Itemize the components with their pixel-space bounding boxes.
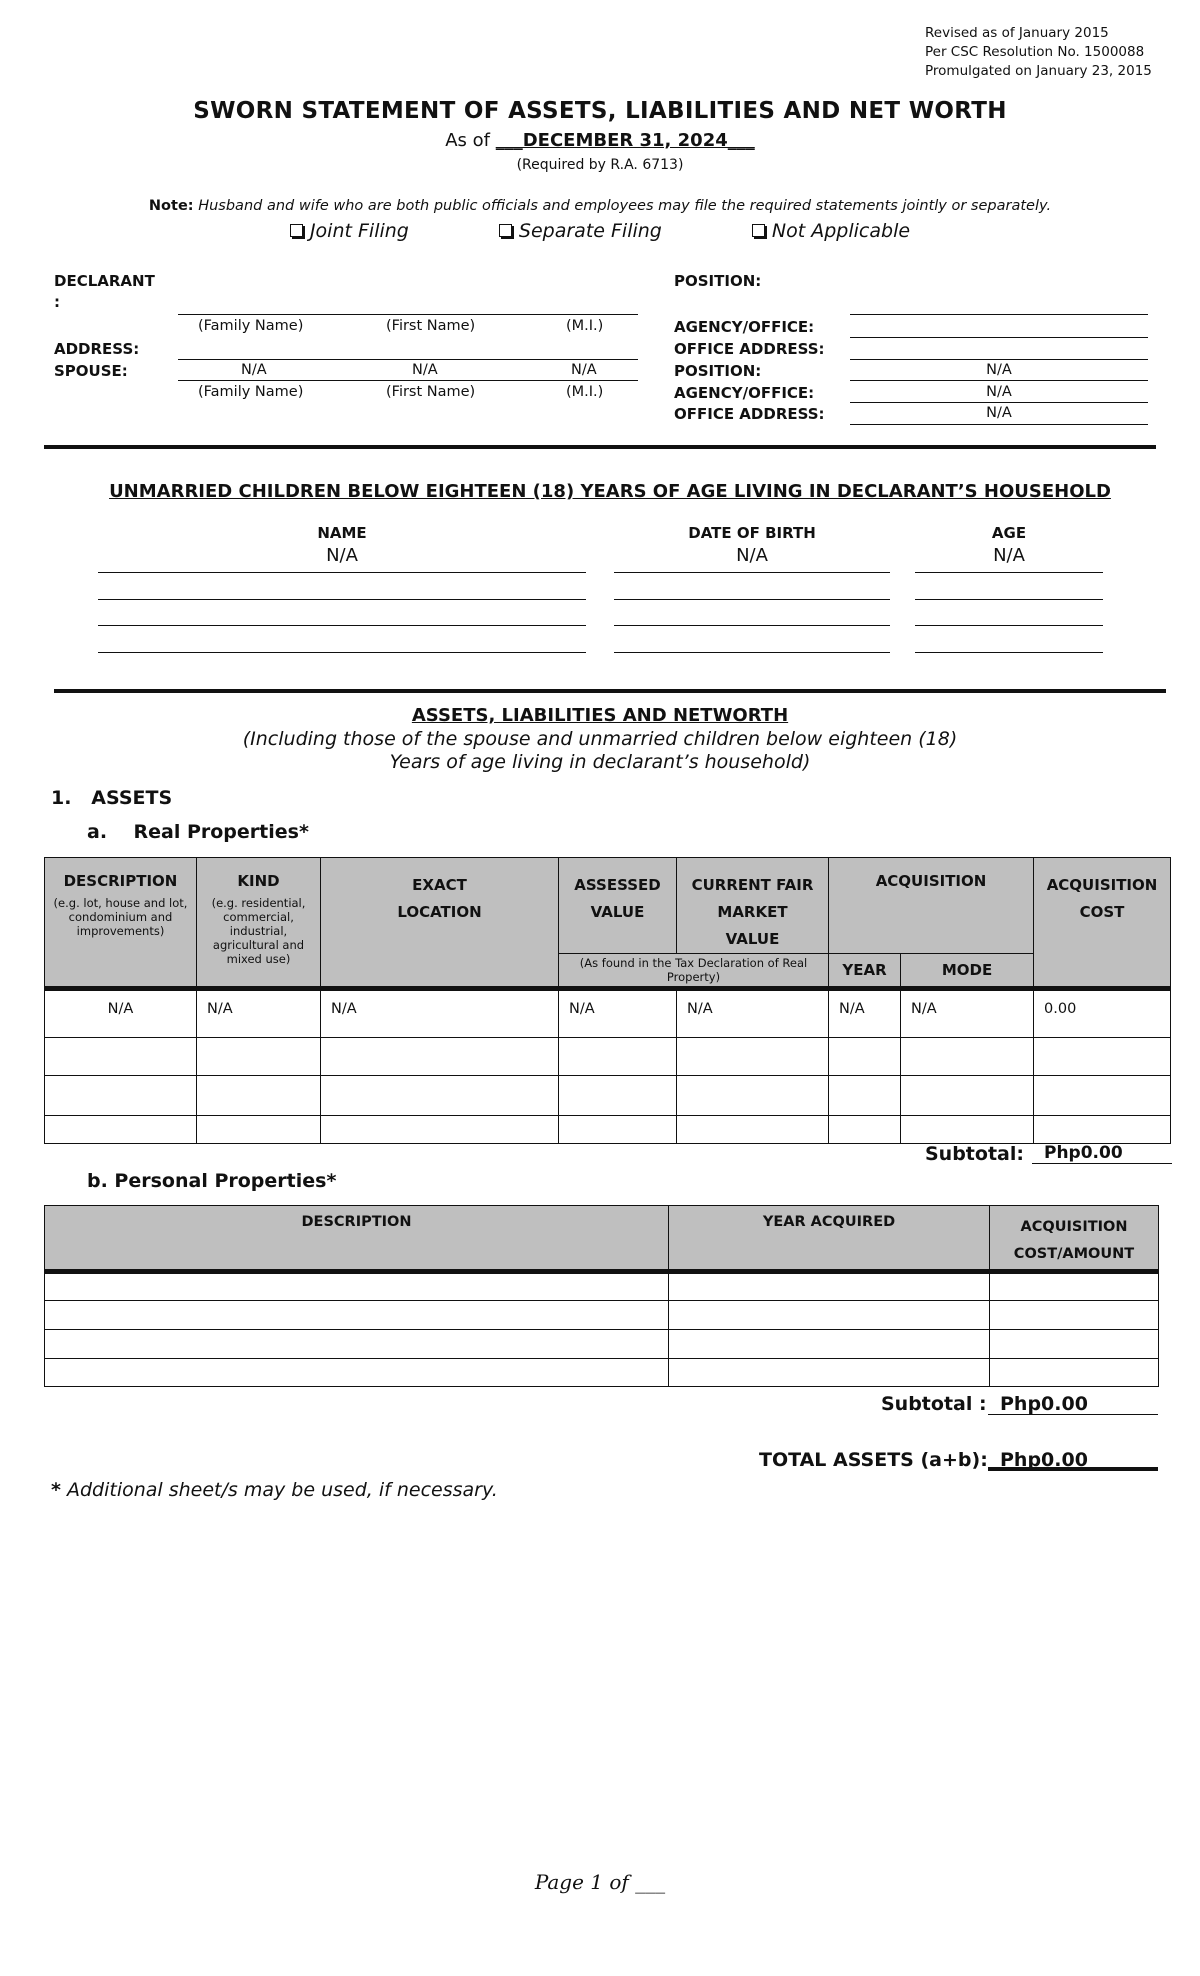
- child-name-value: N/A: [326, 545, 358, 566]
- real-assessed-header: ASSESSED VALUE: [559, 858, 677, 954]
- spouse-position: N/A: [986, 362, 1012, 378]
- child-row-line[interactable]: [98, 572, 586, 573]
- agency-line[interactable]: [850, 337, 1148, 338]
- real-cell[interactable]: [677, 1076, 829, 1116]
- revised-date: Revised as of January 2015: [925, 25, 1109, 41]
- joint-filing-option[interactable]: Joint Filing: [290, 220, 409, 242]
- agency-label: AGENCY/OFFICE:: [674, 318, 815, 336]
- personal-year-header: YEAR ACQUIRED: [669, 1206, 990, 1272]
- office-address-label: OFFICE ADDRESS:: [674, 340, 825, 358]
- spouse-mi-caption: (M.I.): [566, 384, 604, 400]
- promulgated-date: Promulgated on January 23, 2015: [925, 63, 1152, 79]
- footnote-star: *: [51, 1479, 61, 1501]
- spouse-family-name: N/A: [241, 362, 267, 378]
- child-dob-value: N/A: [736, 545, 768, 566]
- personal-cell[interactable]: [990, 1330, 1159, 1359]
- child-row-line[interactable]: [915, 625, 1103, 626]
- personal-properties-heading: b. Personal Properties*: [87, 1170, 337, 1192]
- real-cell[interactable]: [829, 1038, 901, 1076]
- table-row: [45, 1038, 1171, 1076]
- position-label: POSITION:: [674, 272, 762, 290]
- office-address-line[interactable]: [850, 359, 1148, 360]
- real-cell[interactable]: [321, 1116, 559, 1144]
- personal-cell[interactable]: [990, 1272, 1159, 1301]
- spouse-first-name: N/A: [412, 362, 438, 378]
- page-number: Page 1 of ___: [534, 1870, 666, 1894]
- alnw-subtitle-1: (Including those of the spouse and unmarried children below eighteen (18): [242, 728, 958, 750]
- real-tax-note: (As found in the Tax Declaration of Real Property): [559, 954, 829, 989]
- real-cell[interactable]: N/A: [321, 989, 559, 1038]
- checkbox-icon[interactable]: [499, 224, 512, 237]
- personal-cell[interactable]: [45, 1359, 669, 1387]
- as-of-prefix: As of: [445, 130, 496, 151]
- as-of-date: ___DECEMBER 31, 2024___: [495, 130, 755, 151]
- position-line[interactable]: [850, 314, 1148, 315]
- personal-cost-header: ACQUISITION COST/AMOUNT: [990, 1206, 1159, 1272]
- real-cfmv-header: CURRENT FAIR MARKET VALUE: [677, 858, 829, 954]
- real-cell[interactable]: N/A: [559, 989, 677, 1038]
- separate-filing-option[interactable]: Separate Filing: [499, 220, 662, 242]
- child-name-header: NAME: [317, 524, 367, 542]
- real-cell[interactable]: N/A: [677, 989, 829, 1038]
- alnw-subtitle-2: Years of age living in declarant’s household): [389, 751, 811, 773]
- real-properties-table: [44, 857, 1171, 1144]
- real-cell[interactable]: 0.00: [1034, 989, 1171, 1038]
- document-title: SWORN STATEMENT OF ASSETS, LIABILITIES AND NET WORTH: [193, 98, 1007, 124]
- real-cell[interactable]: [901, 1038, 1034, 1076]
- child-age-header: AGE: [991, 524, 1027, 542]
- child-row-line[interactable]: [614, 572, 890, 573]
- real-cell[interactable]: N/A: [45, 989, 197, 1038]
- table-row: [45, 1301, 1159, 1330]
- child-row-line[interactable]: [614, 599, 890, 600]
- real-cell[interactable]: [197, 1076, 321, 1116]
- real-cell[interactable]: [45, 1076, 197, 1116]
- real-cell[interactable]: [197, 1116, 321, 1144]
- total-assets-label: TOTAL ASSETS (a+b):: [759, 1449, 988, 1471]
- real-kind-header: KIND (e.g. residential, commercial, industrial, agricultural and mixed use): [197, 858, 321, 989]
- personal-cell[interactable]: [45, 1272, 669, 1301]
- child-row-line[interactable]: [614, 652, 890, 653]
- spouse-agency: N/A: [986, 384, 1012, 400]
- table-row: [45, 1116, 1171, 1144]
- child-row-line[interactable]: [915, 572, 1103, 573]
- real-cell[interactable]: [901, 1116, 1034, 1144]
- real-year-header: YEAR: [829, 954, 901, 989]
- real-cell[interactable]: [677, 1038, 829, 1076]
- spouse-position-line[interactable]: [850, 380, 1148, 381]
- real-desc-header: DESCRIPTION (e.g. lot, house and lot, condominium and improvements): [45, 858, 197, 989]
- personal-properties-table: [44, 1205, 1159, 1387]
- child-dob-header: DATE OF BIRTH: [688, 524, 816, 542]
- real-mode-header: MODE: [901, 954, 1034, 989]
- real-properties-heading: a. Real Properties*: [87, 821, 309, 843]
- section-divider: [54, 689, 1166, 693]
- personal-cell[interactable]: [990, 1359, 1159, 1387]
- real-cell[interactable]: [1034, 1076, 1171, 1116]
- real-cell[interactable]: N/A: [197, 989, 321, 1038]
- real-cell[interactable]: [829, 1116, 901, 1144]
- spouse-office-address-line[interactable]: [850, 424, 1148, 425]
- personal-cell[interactable]: [669, 1272, 990, 1301]
- real-cell[interactable]: [321, 1038, 559, 1076]
- child-row-line[interactable]: [98, 652, 586, 653]
- child-row-line[interactable]: [98, 625, 586, 626]
- real-cell[interactable]: [901, 1076, 1034, 1116]
- required-by: (Required by R.A. 6713): [516, 157, 684, 173]
- checkbox-icon[interactable]: [290, 224, 303, 237]
- real-cell[interactable]: [1034, 1038, 1171, 1076]
- real-cell[interactable]: [1034, 1116, 1171, 1144]
- real-cell[interactable]: [559, 1116, 677, 1144]
- checkbox-icon[interactable]: [752, 224, 765, 237]
- spouse-label: SPOUSE:: [54, 362, 128, 380]
- real-cost-header: ACQUISITION COST: [1034, 858, 1171, 989]
- real-acquisition-header: ACQUISITION: [829, 858, 1034, 954]
- declarant-colon: :: [54, 293, 60, 311]
- mi-caption: (M.I.): [566, 318, 604, 334]
- family-name-caption: (Family Name): [198, 318, 304, 334]
- alnw-title: ASSETS, LIABILITIES AND NETWORTH: [411, 705, 789, 726]
- section-divider: [44, 445, 1156, 449]
- real-subtotal-label: Subtotal:: [925, 1143, 1024, 1165]
- not-applicable-option[interactable]: Not Applicable: [752, 220, 910, 242]
- real-cell[interactable]: [677, 1116, 829, 1144]
- real-subtotal-value: Php0.00: [1032, 1143, 1172, 1164]
- filing-note: [0, 198, 1200, 214]
- spouse-agency-label: AGENCY/OFFICE:: [674, 384, 815, 402]
- spouse-position-label: POSITION:: [674, 362, 762, 380]
- personal-cell[interactable]: [45, 1330, 669, 1359]
- real-cell[interactable]: N/A: [901, 989, 1034, 1038]
- real-cell[interactable]: [321, 1076, 559, 1116]
- personal-cell[interactable]: [669, 1330, 990, 1359]
- note-label: Note:: [148, 198, 194, 214]
- assets-heading: 1. ASSETS: [51, 787, 173, 809]
- address-label: ADDRESS:: [54, 340, 140, 358]
- footnote-text: Additional sheet/s may be used, if necessary.: [66, 1479, 498, 1501]
- child-row-line[interactable]: [98, 599, 586, 600]
- declarant-label: DECLARANT: [54, 272, 155, 290]
- first-name-caption: (First Name): [386, 318, 476, 334]
- spouse-office-address: N/A: [986, 405, 1012, 421]
- personal-cell[interactable]: [669, 1359, 990, 1387]
- child-age-value: N/A: [993, 545, 1025, 566]
- child-row-line[interactable]: [614, 625, 890, 626]
- spouse-office-address-label: OFFICE ADDRESS:: [674, 405, 825, 423]
- child-row-line[interactable]: [915, 599, 1103, 600]
- real-cell[interactable]: [829, 1076, 901, 1116]
- total-assets-value: Php0.00: [988, 1449, 1158, 1471]
- personal-subtotal-label: Subtotal :: [881, 1393, 987, 1415]
- table-row: [45, 1272, 1159, 1301]
- real-cell[interactable]: [45, 1038, 197, 1076]
- table-row: [45, 1330, 1159, 1359]
- personal-desc-header: DESCRIPTION: [45, 1206, 669, 1272]
- real-cell[interactable]: [197, 1038, 321, 1076]
- spouse-first-caption: (First Name): [386, 384, 476, 400]
- real-location-header: EXACT LOCATION: [321, 858, 559, 989]
- footnote: [51, 1479, 498, 1501]
- real-cell[interactable]: [559, 1076, 677, 1116]
- real-cell[interactable]: N/A: [829, 989, 901, 1038]
- table-row: [45, 1076, 1171, 1116]
- address-line[interactable]: [178, 359, 638, 360]
- personal-cell[interactable]: [990, 1301, 1159, 1330]
- personal-subtotal-value: Php0.00: [988, 1393, 1158, 1415]
- spouse-agency-line[interactable]: [850, 402, 1148, 403]
- real-cell[interactable]: [45, 1116, 197, 1144]
- spouse-family-caption: (Family Name): [198, 384, 304, 400]
- table-row: [45, 989, 1171, 1038]
- spouse-name-line[interactable]: [178, 380, 638, 381]
- declarant-name-line[interactable]: [178, 314, 638, 315]
- children-section-title: UNMARRIED CHILDREN BELOW EIGHTEEN (18) YEARS OF AGE LIVING IN DECLARANT’S HOUSEHOLD: [109, 481, 1111, 502]
- child-row-line[interactable]: [915, 652, 1103, 653]
- personal-cell[interactable]: [669, 1301, 990, 1330]
- revision-info: [925, 24, 1152, 81]
- personal-cell[interactable]: [45, 1301, 669, 1330]
- spouse-mi: N/A: [571, 362, 597, 378]
- real-cell[interactable]: [559, 1038, 677, 1076]
- note-text: Husband and wife who are both public officials and employees may file the required statements jointly or separately.: [198, 198, 1052, 214]
- csc-resolution: Per CSC Resolution No. 1500088: [925, 44, 1145, 60]
- filing-options: [0, 220, 1200, 242]
- as-of-line: [0, 130, 1200, 151]
- table-row: [45, 1359, 1159, 1387]
